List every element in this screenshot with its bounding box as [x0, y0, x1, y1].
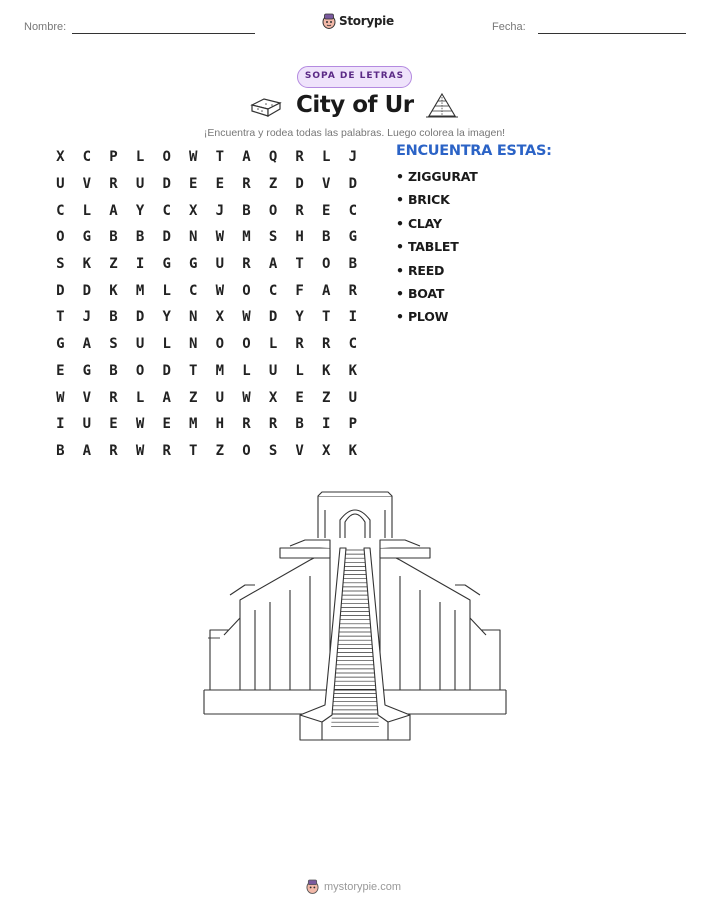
grid-cell[interactable]: U [348, 389, 358, 406]
storypie-logo [322, 13, 394, 29]
word-item: • ZIGGURAT [396, 169, 478, 184]
grid-cell[interactable]: B [109, 362, 118, 379]
grid-cell[interactable]: U [135, 336, 145, 353]
grid-cell[interactable]: Z [215, 442, 225, 459]
date-line [538, 33, 686, 34]
grid-cell[interactable]: C [348, 202, 358, 219]
grid-cell[interactable]: T [56, 309, 65, 326]
grid-cell[interactable]: W [242, 389, 251, 406]
grid-cell[interactable]: L [295, 362, 304, 379]
grid-cell[interactable]: R [295, 149, 304, 166]
grid-cell[interactable]: W [242, 309, 251, 326]
grid-cell[interactable]: A [322, 282, 331, 299]
word-item: • BOAT [396, 285, 445, 301]
grid-cell[interactable]: Y [162, 309, 171, 326]
grid-row [47, 144, 373, 171]
grid-cell[interactable]: W [56, 389, 65, 406]
grid-cell[interactable]: O [268, 202, 278, 219]
grid-cell[interactable]: G [162, 256, 171, 273]
grid-cell[interactable]: D [268, 309, 278, 326]
grid-row [47, 331, 373, 358]
grid-cell[interactable]: G [82, 229, 92, 246]
grid-cell[interactable]: E [322, 202, 331, 219]
grid-row [47, 304, 373, 331]
grid-cell[interactable]: K [348, 362, 358, 379]
grid-cell[interactable]: X [268, 389, 278, 406]
grid-cell[interactable]: C [268, 282, 278, 299]
grid-cell[interactable]: P [109, 149, 118, 166]
brand-name: Storypie [339, 14, 394, 28]
grid-cell[interactable]: I [322, 416, 331, 433]
grid-cell[interactable]: N [189, 336, 198, 353]
grid-cell[interactable]: R [268, 416, 278, 433]
grid-row [47, 411, 373, 438]
grid-cell[interactable]: Q [268, 149, 278, 166]
grid-cell[interactable]: D [295, 176, 304, 193]
grid-cell[interactable]: R [348, 282, 358, 299]
word-item: • CLAY [396, 215, 442, 231]
grid-row [47, 358, 373, 385]
grid-cell[interactable]: D [162, 362, 171, 379]
grid-cell[interactable]: K [82, 256, 92, 273]
grid-cell[interactable]: E [295, 389, 304, 406]
grid-cell[interactable]: D [348, 176, 358, 193]
grid-cell[interactable]: N [189, 229, 198, 246]
grid-cell[interactable]: R [109, 176, 118, 193]
grid-cell[interactable]: W [135, 442, 145, 459]
grid-cell[interactable]: W [189, 149, 198, 166]
grid-cell[interactable]: A [82, 442, 92, 459]
grid-cell[interactable]: B [56, 442, 65, 459]
grid-cell[interactable]: C [162, 202, 171, 219]
grid-cell[interactable]: U [268, 362, 278, 379]
grid-cell[interactable]: T [322, 309, 331, 326]
grid-cell[interactable]: R [322, 336, 331, 353]
grid-cell[interactable]: P [348, 416, 358, 433]
grid-cell[interactable]: L [82, 202, 92, 219]
grid-cell[interactable]: O [242, 442, 251, 459]
grid-cell[interactable]: Y [135, 202, 145, 219]
grid-row [47, 277, 373, 304]
grid-cell[interactable]: G [189, 256, 198, 273]
grid-cell[interactable]: D [162, 176, 171, 193]
grid-cell[interactable]: E [162, 416, 171, 433]
grid-cell[interactable]: U [135, 176, 145, 193]
grid-cell[interactable]: A [109, 202, 118, 219]
grid-row [47, 171, 373, 198]
grid-cell[interactable]: L [322, 149, 331, 166]
grid-cell[interactable]: R [109, 442, 118, 459]
grid-cell[interactable]: E [56, 362, 65, 379]
grid-cell[interactable]: Z [322, 389, 331, 406]
grid-cell[interactable]: R [242, 256, 251, 273]
grid-cell[interactable]: L [135, 389, 145, 406]
grid-cell[interactable]: L [242, 362, 251, 379]
grid-row [47, 224, 373, 251]
grid-cell[interactable]: S [109, 336, 118, 353]
grid-cell[interactable]: W [215, 229, 225, 246]
grid-cell[interactable]: O [135, 362, 145, 379]
grid-cell[interactable]: H [215, 416, 225, 433]
grid-cell[interactable]: F [295, 282, 304, 299]
grid-cell[interactable]: B [109, 229, 118, 246]
grid-cell[interactable]: E [109, 416, 118, 433]
grid-cell[interactable]: O [162, 149, 171, 166]
ziggurat-icon [425, 92, 459, 120]
grid-cell[interactable]: B [295, 416, 304, 433]
grid-cell[interactable]: G [82, 362, 92, 379]
grid-cell[interactable]: X [56, 149, 65, 166]
ziggurat-coloring-illustration [200, 490, 510, 745]
grid-cell[interactable]: A [82, 336, 92, 353]
grid-cell[interactable]: T [189, 442, 198, 459]
grid-cell[interactable]: V [82, 389, 92, 406]
grid-cell[interactable]: J [82, 309, 92, 326]
grid-cell[interactable]: B [135, 229, 145, 246]
letter-grid [47, 144, 373, 464]
grid-cell[interactable]: Z [268, 176, 278, 193]
grid-cell[interactable]: D [135, 309, 145, 326]
grid-cell[interactable]: O [242, 282, 251, 299]
grid-cell[interactable]: X [189, 202, 198, 219]
grid-cell[interactable]: K [348, 442, 358, 459]
grid-cell[interactable]: H [295, 229, 304, 246]
grid-cell[interactable]: R [295, 336, 304, 353]
grid-cell[interactable]: B [242, 202, 251, 219]
page-title: City of Ur [296, 92, 414, 118]
grid-cell[interactable]: T [295, 256, 304, 273]
grid-cell[interactable]: B [109, 309, 118, 326]
name-line [72, 33, 255, 34]
grid-cell[interactable]: R [242, 416, 251, 433]
grid-cell[interactable]: A [242, 149, 251, 166]
grid-cell[interactable]: K [322, 362, 331, 379]
grid-cell[interactable]: U [215, 389, 225, 406]
grid-cell[interactable]: I [56, 416, 65, 433]
grid-cell[interactable]: X [215, 309, 225, 326]
grid-cell[interactable]: G [56, 336, 65, 353]
grid-cell[interactable]: L [135, 149, 145, 166]
grid-cell[interactable]: K [109, 282, 118, 299]
grid-cell[interactable]: V [295, 442, 304, 459]
grid-cell[interactable]: U [215, 256, 225, 273]
grid-cell[interactable]: Y [295, 309, 304, 326]
grid-cell[interactable]: A [268, 256, 278, 273]
grid-cell[interactable]: C [348, 336, 358, 353]
word-search-badge: SOPA DE LETRAS [297, 66, 412, 88]
grid-cell[interactable]: O [242, 336, 251, 353]
grid-cell[interactable]: E [189, 176, 198, 193]
word-item: • TABLET [396, 239, 459, 255]
grid-cell[interactable]: B [322, 229, 331, 246]
grid-cell[interactable]: L [162, 336, 171, 353]
word-item: • REED [396, 262, 445, 278]
grid-cell[interactable]: J [348, 149, 358, 166]
footer-url: mystorypie.com [324, 880, 402, 893]
storypie-mascot-icon [322, 13, 336, 29]
grid-cell[interactable]: O [56, 229, 65, 246]
grid-cell[interactable]: U [56, 176, 65, 193]
word-item: • BRICK [396, 192, 450, 208]
grid-cell[interactable]: U [82, 416, 92, 433]
grid-cell[interactable]: I [348, 309, 358, 326]
grid-cell[interactable]: Z [189, 389, 198, 406]
worksheet-header [0, 0, 709, 50]
grid-cell[interactable]: O [322, 256, 331, 273]
word-list [396, 143, 552, 333]
grid-cell[interactable]: E [215, 176, 225, 193]
grid-cell[interactable]: M [135, 282, 145, 299]
grid-cell[interactable]: D [162, 229, 171, 246]
grid-row [47, 197, 373, 224]
grid-cell[interactable]: L [268, 336, 278, 353]
grid-cell[interactable]: D [82, 282, 92, 299]
grid-cell[interactable]: A [162, 389, 171, 406]
date-label: Fecha: [492, 21, 526, 33]
grid-cell[interactable]: R [109, 389, 118, 406]
storypie-mascot-icon [306, 879, 319, 894]
grid-cell[interactable]: B [348, 256, 358, 273]
brick-icon [250, 96, 282, 118]
word-item: • PLOW [396, 309, 449, 325]
name-label: Nombre: [24, 21, 67, 33]
grid-cell[interactable]: O [215, 336, 225, 353]
grid-cell[interactable]: J [215, 202, 225, 219]
grid-cell[interactable]: G [348, 229, 358, 246]
grid-cell[interactable]: T [215, 149, 225, 166]
grid-cell[interactable]: N [189, 309, 198, 326]
grid-cell[interactable]: C [82, 149, 92, 166]
grid-cell[interactable]: R [295, 202, 304, 219]
grid-cell[interactable]: Z [109, 256, 118, 273]
instruction-text: ¡Encuentra y rodea todas las palabras. Luego colorea la imagen! [203, 127, 506, 139]
grid-cell[interactable]: C [189, 282, 198, 299]
grid-cell[interactable]: M [215, 362, 225, 379]
grid-cell[interactable]: S [56, 256, 65, 273]
grid-cell[interactable]: V [322, 176, 331, 193]
footer [306, 879, 401, 894]
grid-cell[interactable]: D [56, 282, 65, 299]
grid-cell[interactable]: M [189, 416, 198, 433]
grid-cell[interactable]: I [135, 256, 145, 273]
grid-cell[interactable]: S [268, 442, 278, 459]
grid-cell[interactable]: R [162, 442, 171, 459]
grid-cell[interactable]: V [82, 176, 92, 193]
grid-row [47, 438, 373, 465]
title-row [0, 92, 709, 126]
grid-cell[interactable]: M [242, 229, 251, 246]
grid-cell[interactable]: R [242, 176, 251, 193]
word-list-title: ENCUENTRA ESTAS: [396, 143, 552, 159]
grid-cell[interactable]: W [135, 416, 145, 433]
grid-cell[interactable]: L [162, 282, 171, 299]
grid-cell[interactable]: S [268, 229, 278, 246]
grid-cell[interactable]: C [56, 202, 65, 219]
grid-cell[interactable]: X [322, 442, 331, 459]
grid-row [47, 384, 373, 411]
grid-cell[interactable]: T [189, 362, 198, 379]
grid-cell[interactable]: W [215, 282, 225, 299]
grid-row [47, 251, 373, 278]
